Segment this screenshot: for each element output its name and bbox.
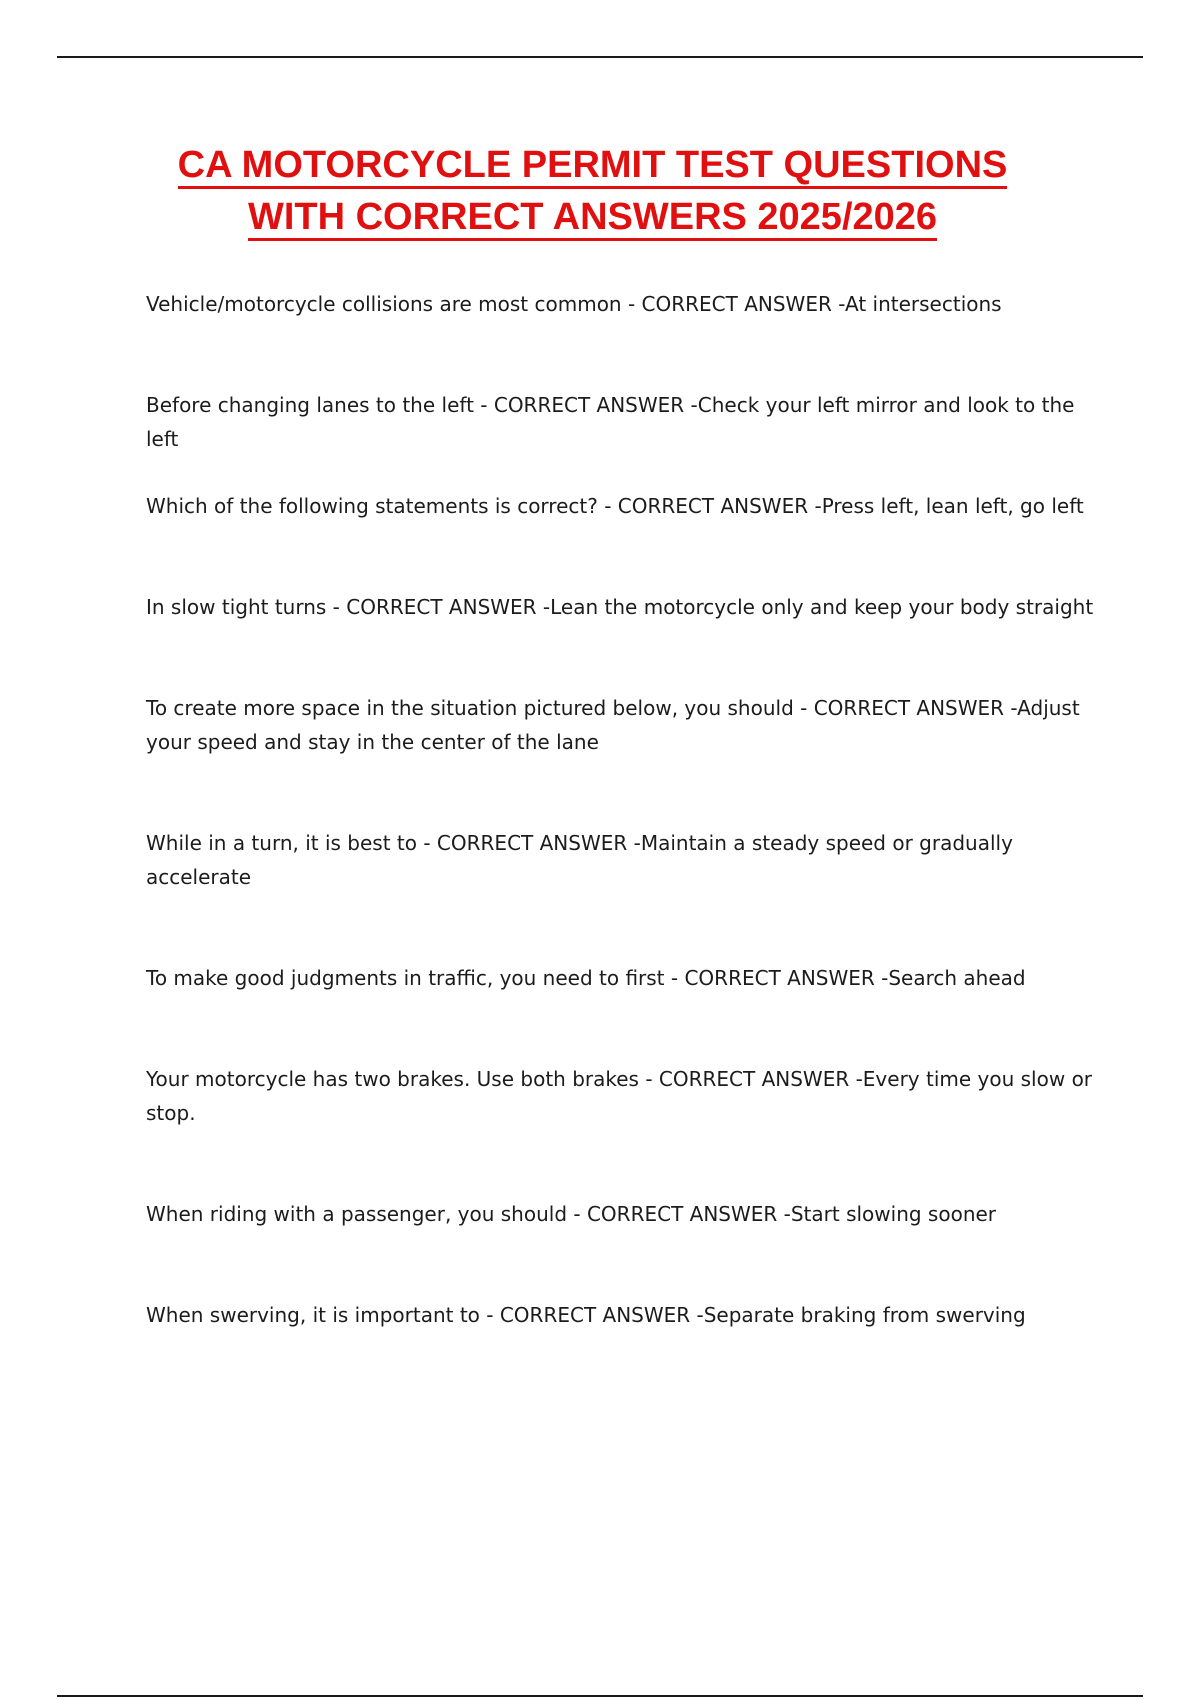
qa-item [146,1062,1096,1130]
qa-item [146,1197,1096,1231]
question-text: When riding with a passenger, you should [146,1202,568,1226]
qa-item [146,388,1096,456]
qa-item [146,489,1096,523]
question-text: Vehicle/motorcycle collisions are most common [146,292,622,316]
answer-separator: - CORRECT ANSWER - [567,1202,791,1226]
answer-separator: - CORRECT ANSWER - [638,1067,863,1091]
answer-text: Adjust your speed and stay in the center of the lane [146,696,1080,754]
bottom-rule [57,1695,1143,1697]
question-text: Before changing lanes to the left [146,393,474,417]
qa-item [146,1298,1096,1332]
qa-item [146,287,1096,321]
question-text: Your motorcycle has two brakes. Use both brakes [146,1067,639,1091]
page-title-line-2: WITH CORRECT ANSWERS 2025/2026 [248,197,937,241]
qa-item [146,590,1096,624]
answer-text: At intersections [845,292,1002,316]
answer-separator: - CORRECT ANSWER - [621,292,845,316]
top-rule [57,56,1143,58]
answer-text: Search ahead [888,966,1026,990]
answer-separator: - CORRECT ANSWER - [473,393,698,417]
answer-text: Separate braking from swerving [703,1303,1026,1327]
answer-separator: - CORRECT ANSWER - [597,494,822,518]
answer-separator: - CORRECT ANSWER - [417,831,641,855]
question-text: To make good judgments in traffic, you need to first [146,966,665,990]
answer-text: Check your left mirror and look to the left [146,393,1075,451]
answer-text: Every time you slow or stop. [146,1067,1093,1125]
answer-text: Press left, lean left, go left [821,494,1084,518]
answer-separator: - CORRECT ANSWER - [664,966,889,990]
qa-item [146,691,1096,759]
page-title-line-1: CA MOTORCYCLE PERMIT TEST QUESTIONS [178,145,1008,189]
answer-separator: - CORRECT ANSWER - [479,1303,704,1327]
answer-text: Lean the motorcycle only and keep your body straight [550,595,1094,619]
question-text: In slow tight turns [146,595,327,619]
question-text: While in a turn, it is best to [146,831,417,855]
qa-item [146,826,1096,894]
answer-text: Maintain a steady speed or gradually accelerate [146,831,1013,889]
qa-item [146,961,1096,995]
answer-separator: - CORRECT ANSWER - [326,595,551,619]
answer-separator: - CORRECT ANSWER - [793,696,1018,720]
question-text: When swerving, it is important to [146,1303,480,1327]
question-text: To create more space in the situation pictured below, you should [146,696,794,720]
question-text: Which of the following statements is correct? [146,494,598,518]
page-title [0,142,1185,246]
answer-text: Start slowing sooner [790,1202,997,1226]
